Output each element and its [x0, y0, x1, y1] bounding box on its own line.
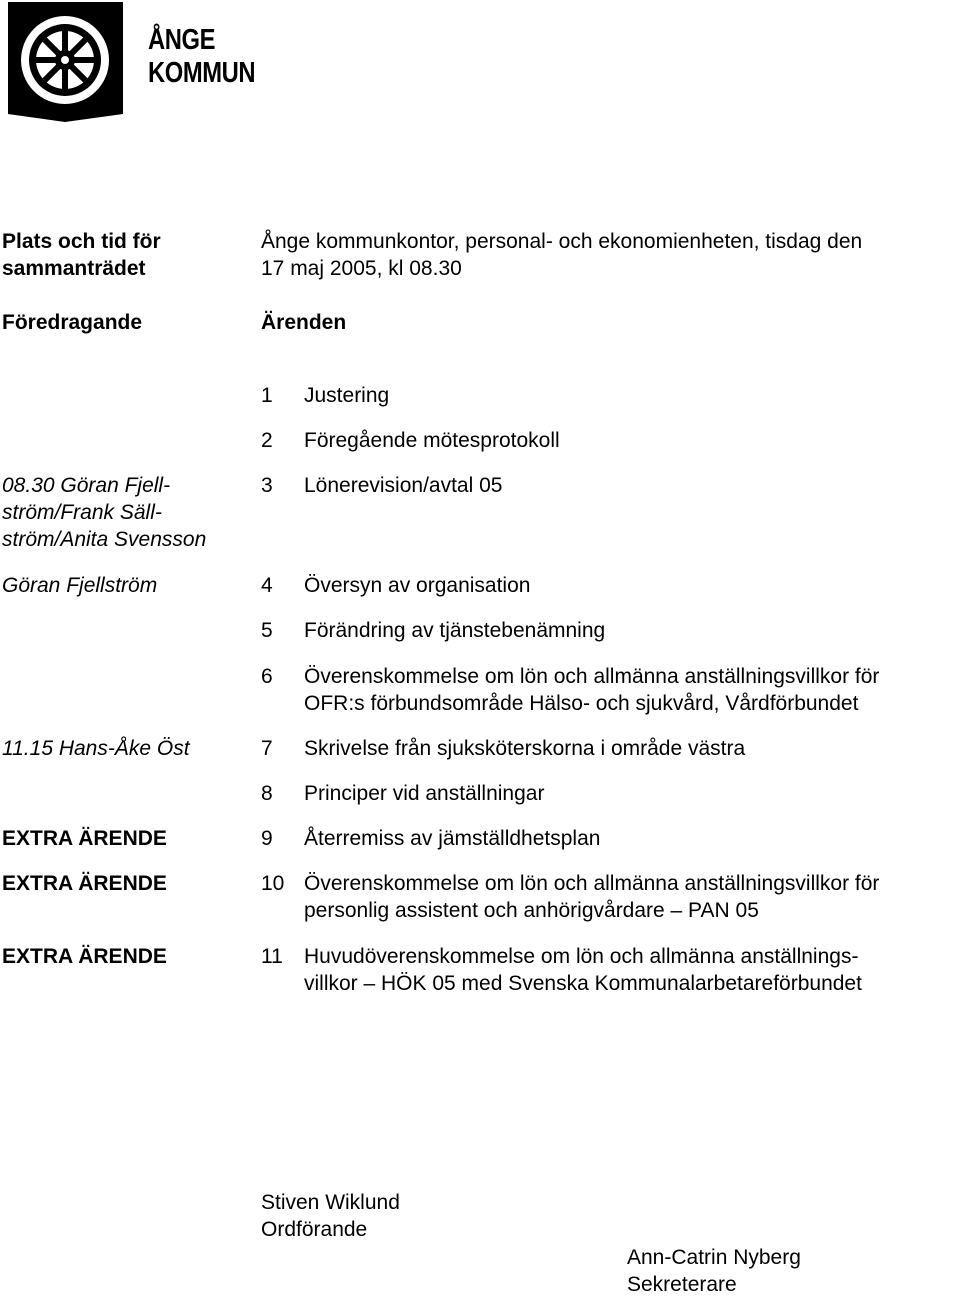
- place-label-2: sammanträdet: [2, 257, 146, 280]
- brand-line-1: ÅNGE: [148, 24, 216, 56]
- item-presenter: ström/Frank Säll-: [2, 501, 162, 524]
- item-title-cont: personlig assistent och anhörigvårdare – PAN 05: [304, 899, 759, 922]
- matters-column-header: Ärenden: [261, 311, 347, 334]
- extra-item-label: EXTRA ÄRENDE: [2, 872, 167, 895]
- item-title: Skrivelse från sjuksköterskorna i område västra: [304, 737, 746, 760]
- place-value-1: Ånge kommunkontor, personal- och ekonomienheten, tisdag den: [261, 230, 863, 253]
- place-label-1: Plats och tid för: [2, 230, 161, 253]
- item-title: Överenskommelse om lön och allmänna anställningsvillkor för: [304, 872, 880, 895]
- item-title: Föregående mötesprotokoll: [304, 429, 560, 452]
- item-number: 11: [261, 945, 283, 968]
- item-title: Justering: [304, 384, 390, 407]
- item-number: 5: [261, 619, 273, 642]
- item-title: Principer vid anställningar: [304, 782, 545, 805]
- item-presenter: Göran Fjellström: [2, 574, 158, 597]
- wheel-seal-icon: [8, 2, 123, 122]
- item-title: Överenskommelse om lön och allmänna anställningsvillkor för: [304, 665, 880, 688]
- presenter-column-header: Föredragande: [2, 311, 143, 334]
- item-number: 8: [261, 782, 273, 805]
- item-number: 4: [261, 574, 273, 597]
- item-title-cont: OFR:s förbundsområde Hälso- och sjukvård, Vårdförbundet: [304, 692, 859, 715]
- brand-line-2: KOMMUN: [148, 57, 256, 89]
- item-title: Förändring av tjänstebenämning: [304, 619, 606, 642]
- brand-name: [148, 24, 256, 90]
- item-presenter: 11.15 Hans-Åke Öst: [2, 737, 190, 760]
- secretary-title: Sekreterare: [627, 1273, 737, 1296]
- item-title: Huvudöverenskommelse om lön och allmänna anställnings-: [304, 945, 859, 968]
- item-title-cont: villkor – HÖK 05 med Svenska Kommunalarbetareförbundet: [304, 972, 862, 995]
- item-number: 10: [261, 872, 285, 895]
- item-number: 1: [261, 384, 273, 407]
- item-number: 2: [261, 429, 273, 452]
- item-presenter: 08.30 Göran Fjell-: [2, 474, 171, 497]
- item-title: Översyn av organisation: [304, 574, 531, 597]
- extra-item-label: EXTRA ÄRENDE: [2, 945, 167, 968]
- item-number: 3: [261, 474, 273, 497]
- chair-title: Ordförande: [261, 1218, 368, 1241]
- item-presenter: ström/Anita Svensson: [2, 528, 207, 551]
- chair-name: Stiven Wiklund: [261, 1191, 400, 1214]
- extra-item-label: EXTRA ÄRENDE: [2, 827, 167, 850]
- item-title: Återremiss av jämställdhetsplan: [304, 827, 601, 850]
- secretary-name: Ann-Catrin Nyberg: [627, 1246, 801, 1269]
- item-number: 6: [261, 665, 273, 688]
- place-value-2: 17 maj 2005, kl 08.30: [261, 257, 462, 280]
- item-number: 7: [261, 737, 273, 760]
- item-title: Lönerevision/avtal 05: [304, 474, 503, 497]
- item-number: 9: [261, 827, 273, 850]
